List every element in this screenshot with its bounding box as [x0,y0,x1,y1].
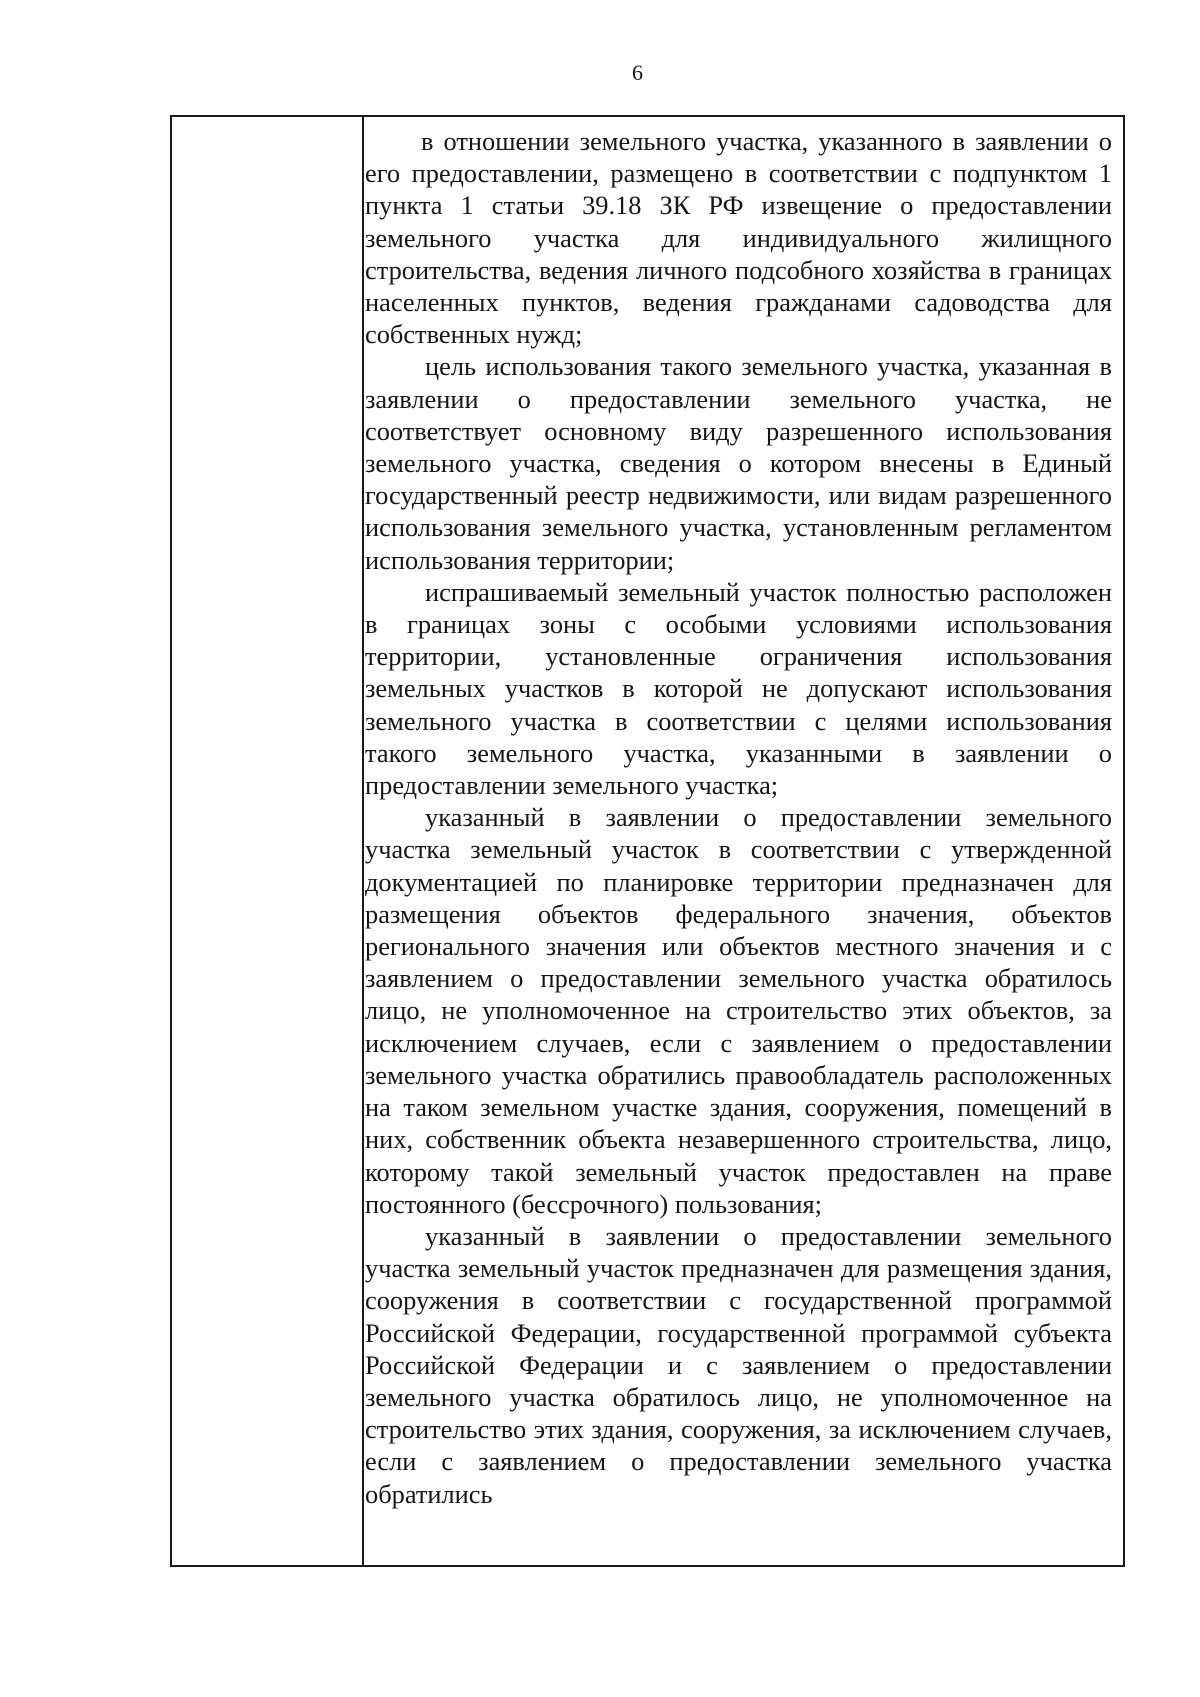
paragraph-1: в отношении земельного участка, указанного в заявлении о его предоставлении, размещено в соответствии с подпунктом 1 пункта 1 статьи 39.18 ЗК РФ извещение о предоставлении земельного участка для индивидуального жилищного строительства, ведения личного подсобного хозяйства в границах населенных пунктов, ведения гражданами садоводства для собственных нужд; [365,126,1112,350]
page-number: 6 [632,60,643,85]
paragraph-2: цель использования такого земельного участка, указанная в заявлении о предоставлении земельного участка, не соответствует основному виду разрешенного использования земельного участка, сведения о котором внесены в Единый государственный реестр недвижимости, или видам разрешенного использования земельного участка, установленным регламентом использования территории; [365,351,1112,575]
paragraph-5: указанный в заявлении о предоставлении земельного участка земельный участок предназначен для размещения здания, сооружения в соответствии с государственной программой Российской Федерации, государственной программой субъекта Российской Федерации и с заявлением о предоставлении земельного участка обратилось лицо, не уполномоченное на строительство этих здания, сооружения, за исключением случаев, если с заявлением о предоставлении земельного участка обратились [365,1220,1112,1509]
document-table [170,115,1125,1567]
table-right-cell [164,117,1123,1565]
paragraph-3: испрашиваемый земельный участок полностью расположен в границах зоны с особыми условиями использования территории, установленные ограничения использования земельных участков в которой не допускают использования земельного участка в соответствии с целями использования такого земельного участка, указанными в заявлении о предоставлении земельного участка; [365,576,1112,801]
table-right-cell-content [365,125,1112,1510]
paragraph-4: указанный в заявлении о предоставлении земельного участка земельный участок в соответствии с утвержденной документацией по планировке территории предназначен для размещения объектов федерального значения, объектов регионального значения или объектов местного значения и с заявлением о предоставлении земельного участка обратилось лицо, не уполномоченное на строительство этих объектов, за исключением случаев, если с заявлением о предоставлении земельного участка обратились правообладатель расположенных на таком земельном участке здания, сооружения, помещений в них, собственник объекта незавершенного строительства, лицо, которому такой земельный участок предоставлен на праве постоянного (бессрочного) пользования; [365,802,1112,1219]
